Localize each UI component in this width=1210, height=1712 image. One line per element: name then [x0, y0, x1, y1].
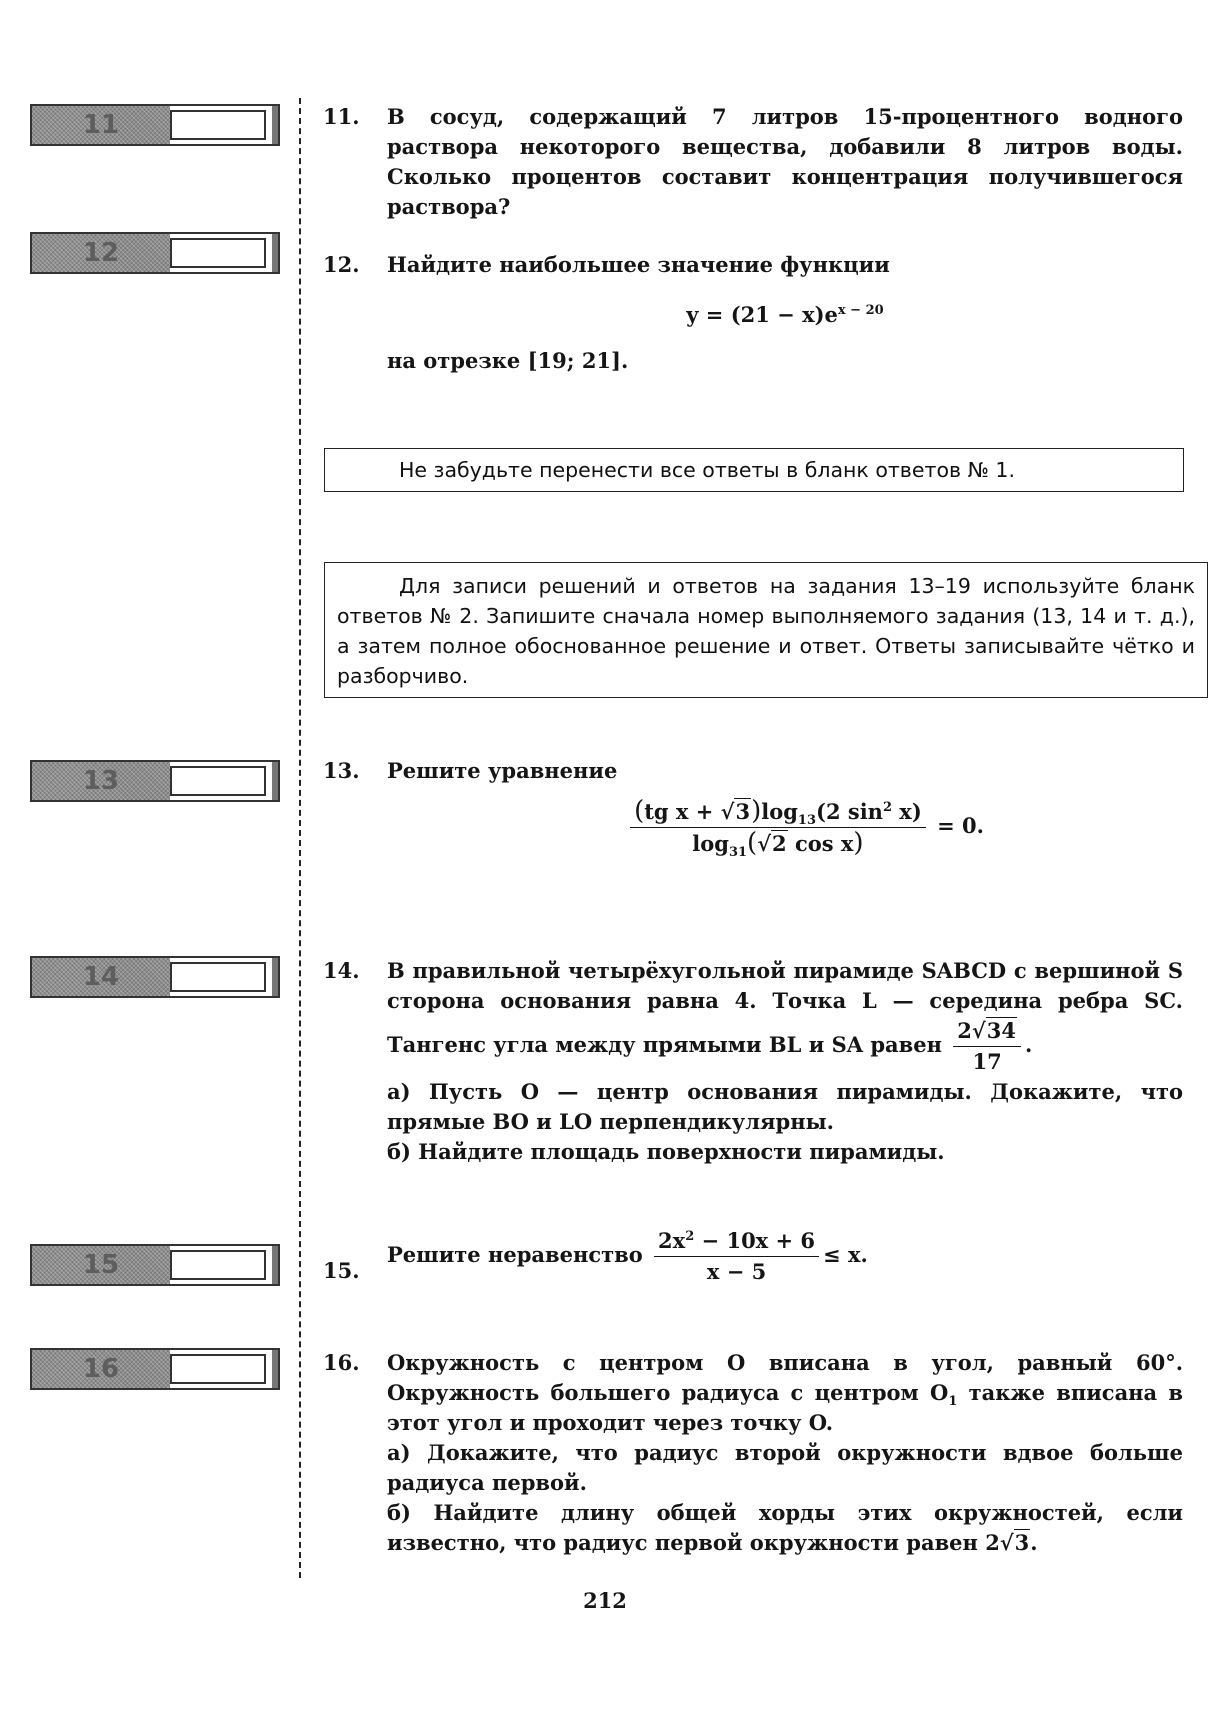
fraction-numerator [654, 1226, 819, 1257]
part-a: а) Докажите, что радиус второй окружности вдвое больше радиуса первой. [387, 1440, 1183, 1495]
answer-box [30, 1348, 280, 1390]
statement: б) Найдите длину общей хорды этих окружностей, если известно, что радиус первой окружности равен 2 [387, 1500, 1183, 1555]
task-text: Решите уравнение [387, 758, 618, 783]
log-base: 31 [728, 845, 748, 861]
log-base: 13 [797, 813, 817, 829]
punctuation: . [1024, 1032, 1033, 1057]
part-a: а) Пусть O — центр основания пирамиды. Докажите, что прямые BO и LO перпендикулярны. [387, 1079, 1183, 1134]
statement: также вписана в этот угол и проходит через точку O. [387, 1380, 1183, 1435]
function-formula [387, 300, 1183, 330]
radicand: 3 [1014, 1530, 1030, 1555]
answer-field[interactable] [170, 1354, 266, 1384]
answer-field[interactable] [170, 110, 266, 140]
statement: Решите неравенство [387, 1242, 643, 1267]
equation-fraction [630, 796, 926, 859]
task-number: 15. [323, 1258, 360, 1283]
term: 2x [658, 1228, 686, 1253]
page-number: 212 [583, 1588, 627, 1613]
part-b: б) Найдите длину общей хорды этих окружностей, если известно, что радиус первой окружности равен 2√3. [387, 1498, 1183, 1558]
task-11 [323, 102, 1183, 222]
answer-box [30, 760, 280, 802]
sqrt [734, 797, 751, 827]
answer-box [30, 232, 280, 274]
paren-right: ) [853, 828, 864, 858]
answer-box-number: 14 [32, 958, 170, 996]
equation [427, 796, 1183, 859]
radicand: 2 [772, 831, 787, 856]
answer-box [30, 1244, 280, 1286]
task-text: Найдите наибольшее значение функции [387, 252, 890, 277]
sqrt [986, 1016, 1017, 1046]
part-b: б) Найдите площадь поверхности пирамиды. [387, 1139, 945, 1164]
term: tg x + [644, 799, 721, 824]
radicand: 3 [735, 799, 751, 824]
task-14 [323, 956, 1183, 1167]
task-text [387, 1348, 1183, 1438]
log-term: log [761, 799, 798, 824]
inequality-rhs: ≤ x. [823, 1242, 868, 1267]
answer-box-edge [272, 762, 278, 800]
term: cos x [787, 831, 854, 856]
task-text: на отрезке [19; 21]. [387, 348, 629, 373]
answer-box [30, 956, 280, 998]
answer-field[interactable] [170, 238, 266, 268]
statement: В правильной четырёхугольной пирамиде SABCD с вершиной S сторона основания равна 4. Точка L — середина ребра SC. Тангенс угла между прямыми BL и SA равен [387, 958, 1183, 1057]
subscript: 1 [948, 1394, 958, 1410]
answer-box-number: 12 [32, 234, 170, 272]
inequality-fraction [654, 1226, 819, 1287]
instructions-notice [324, 562, 1208, 698]
task-16 [323, 1348, 1183, 1558]
task-number: 14. [323, 958, 360, 983]
radicand: 34 [986, 1018, 1016, 1043]
statement: Окружность с центром O вписана в угол, равный 60°. Окружность большего радиуса с центром O [387, 1350, 1183, 1405]
task-12 [323, 250, 1183, 376]
task-number: 16. [323, 1350, 360, 1375]
answer-box-number: 11 [32, 106, 170, 144]
fraction-denominator: $\log_{31}(√2$ cos x) [692, 828, 864, 861]
paren-right: ) [751, 796, 762, 826]
notice-text: Для записи решений и ответов на задания 13–19 используйте бланк ответов № 2. Запишите сначала номер выполняемого задания (13, 14 и т. д.), а затем полное обоснованное решение и ответ. Ответы записывайте чётко и разборчиво. [337, 574, 1195, 688]
answer-field[interactable] [170, 1250, 266, 1280]
answer-field[interactable] [170, 962, 266, 992]
exponent: 2 [882, 800, 892, 815]
task-number: 11. [323, 104, 360, 129]
term: (2 sin [816, 799, 883, 824]
term: x) [892, 799, 922, 824]
answer-box [30, 104, 280, 146]
log-term: log [692, 831, 729, 856]
answer-box-number: 16 [32, 1350, 170, 1388]
notice-text: Не забудьте перенести все ответы в бланк ответов № 1. [399, 458, 1015, 482]
fraction-numerator: 2√34 [953, 1016, 1021, 1047]
answer-field[interactable] [170, 766, 266, 796]
sqrt [1014, 1528, 1031, 1558]
equation-rhs: = 0. [937, 813, 984, 838]
sqrt [771, 829, 788, 859]
task-text [387, 1226, 1183, 1287]
task-13 [323, 756, 1183, 859]
coefficient: 2 [957, 1018, 972, 1043]
fraction-denominator: x − 5 [706, 1259, 767, 1284]
answer-box-edge [272, 1350, 278, 1388]
task-number: 12. [323, 252, 360, 277]
answer-box-number: 13 [32, 762, 170, 800]
exponent: 2 [685, 1229, 695, 1244]
answer-box-edge [272, 958, 278, 996]
answer-box-edge [272, 106, 278, 144]
tangent-fraction [953, 1016, 1021, 1077]
formula-exponent: x − 20 [837, 303, 884, 318]
answer-box-edge [272, 1246, 278, 1284]
term: − 10x + 6 [694, 1228, 816, 1253]
task-number: 13. [323, 758, 360, 783]
fraction-numerator: (tg $x + √3)\log_{13}(2$ $\sin^2 x$) [630, 796, 926, 828]
paren-left: ( [747, 828, 758, 858]
transfer-notice [324, 448, 1184, 492]
task-15 [323, 1226, 1183, 1287]
fraction-denominator: 17 [972, 1049, 1002, 1074]
answer-box-edge [272, 234, 278, 272]
task-text [387, 956, 1183, 1077]
formula-main: y = (21 − x)e [686, 302, 838, 327]
punctuation: . [1030, 1530, 1038, 1555]
task-text: В сосуд, содержащий 7 литров 15-процентного водного раствора некоторого вещества, добавили 8 литров воды. Сколько процентов составит концентрация получившегося раствора? [387, 104, 1183, 219]
cut-line [299, 98, 301, 1578]
answer-box-number: 15 [32, 1246, 170, 1284]
paren-left: ( [634, 796, 645, 826]
